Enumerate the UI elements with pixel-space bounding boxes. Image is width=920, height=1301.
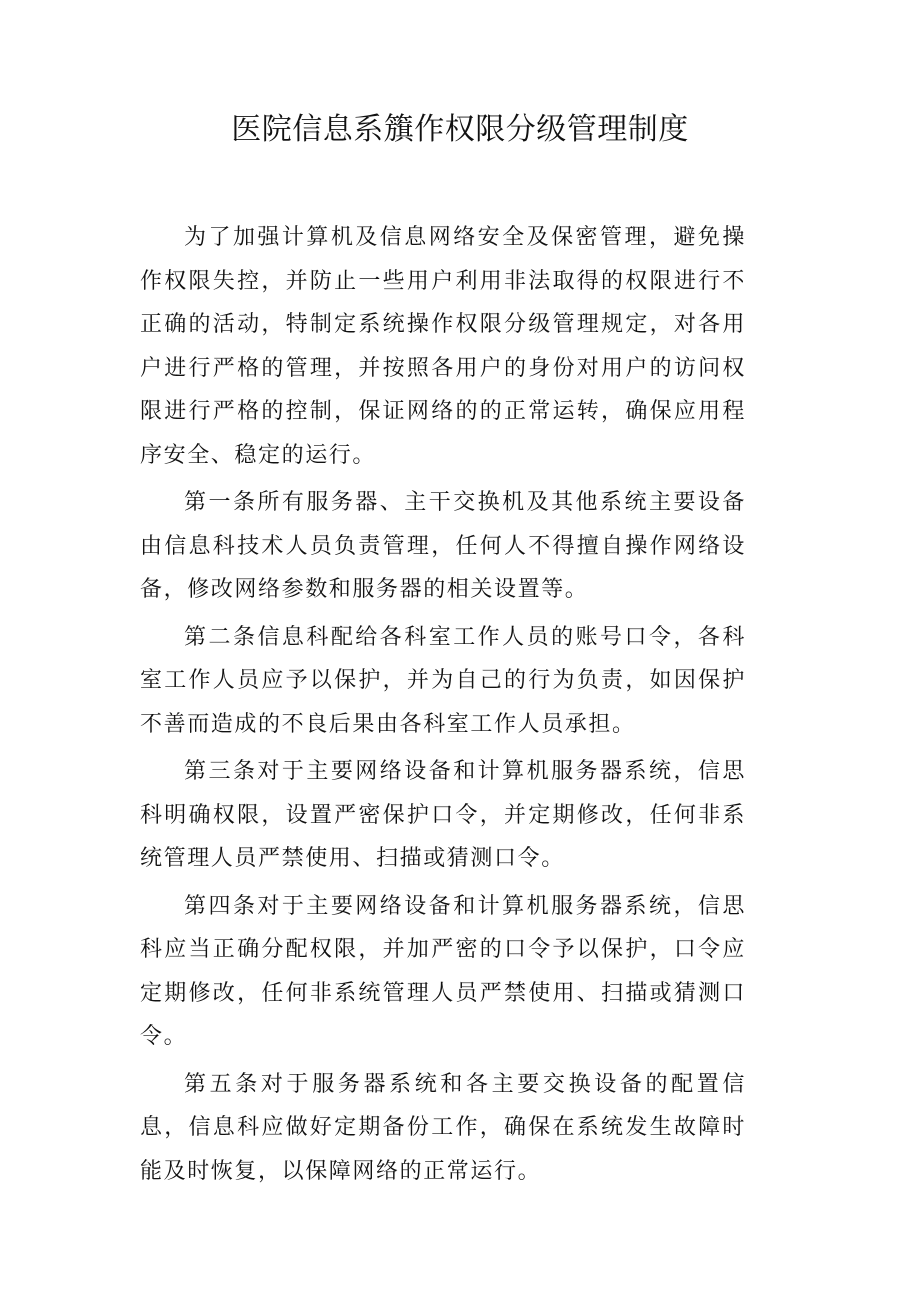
article-4-paragraph: 第四条对于主要网络设备和计算机服务器系统，信思科应当正确分配权限，并加严密的口令予以保护，口令应定期修改，任何非系统管理人员严禁使用、扫描或猜测口令。 [140,893,746,1049]
article-2-paragraph: 第二条信息科配给各科室工作人员的账号口令，各科室工作人员应予以保护，并为自己的行为负责，如因保护不善而造成的不良后果由各科室工作人员承担。 [140,624,746,737]
intro-paragraph: 为了加强计算机及信息网络安全及保密管理，避免操作权限失控，并防止一些用户利用非法取得的权限进行不正确的活动，特制定系统操作权限分级管理规定，对各用户进行严格的管理，并按照各用户的身份对用户的访问权限进行严格的控制，保证网络的的正常运转，确保应用程序安全、稳定的运行。 [140,225,746,468]
article-1-paragraph: 第一条所有服务器、主干交换机及其他系统主要设备由信息科技术人员负责管理，任何人不得擅自操作网络设备，修改网络参数和服务器的相关设置等。 [140,490,746,602]
page-title: 医院信息系籏作权限分级管理制度 [231,112,689,147]
article-5-paragraph: 第五条对于服务器系统和各主要交换设备的配置信息，信息科应做好定期备份工作，确保在系统发生故障时能及时恢复，以保障网络的正常运行。 [140,1071,746,1184]
article-3-paragraph: 第三条对于主要网络设备和计算机服务器系统，信思科明确权限，设置严密保护口令，并定期修改，任何非系统管理人员严禁使用、扫描或猜测口令。 [140,759,746,871]
document-body [140,216,746,1197]
